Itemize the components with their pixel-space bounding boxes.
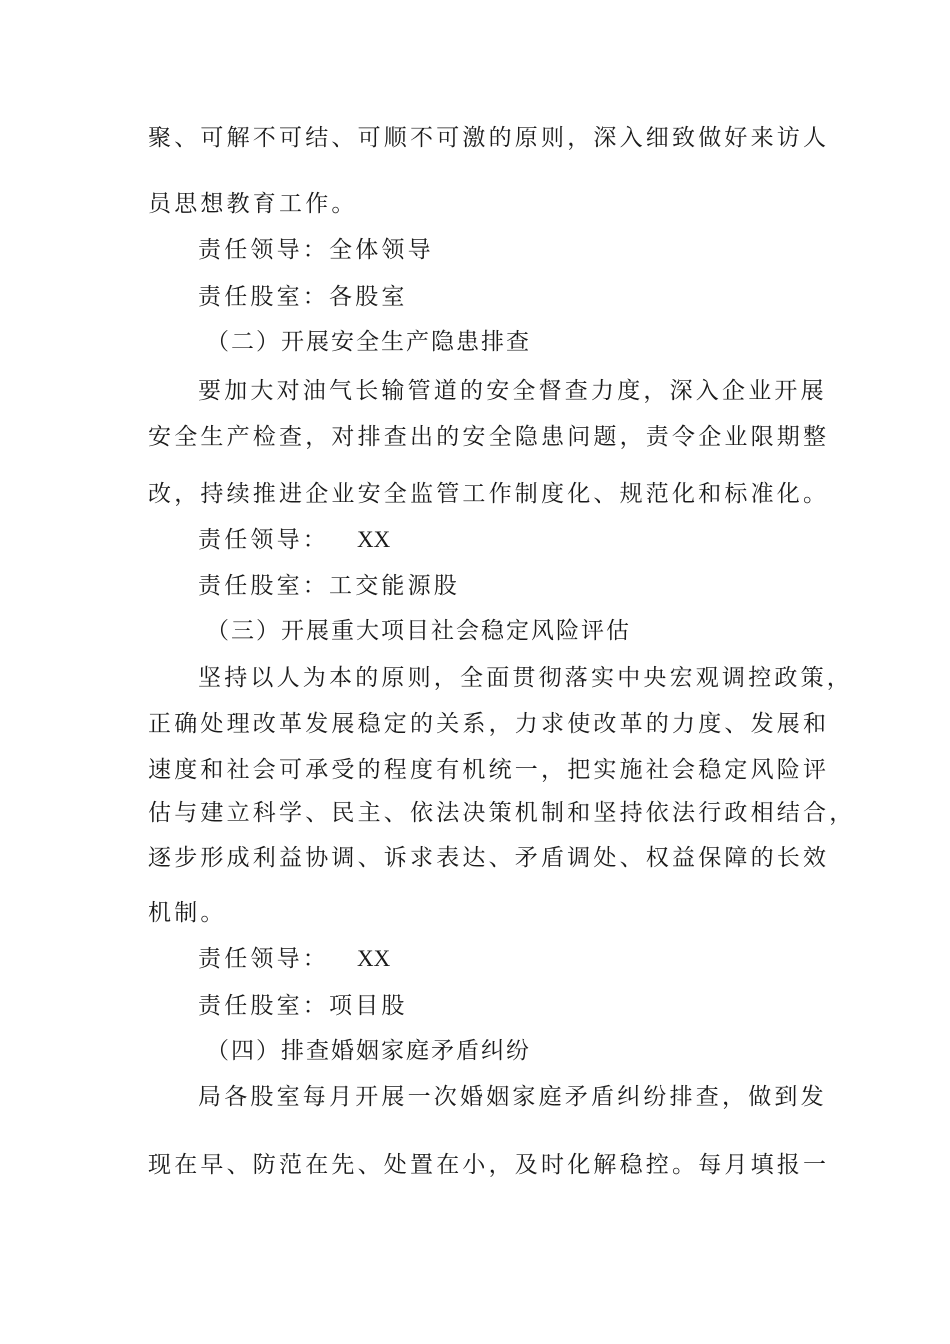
leader-name: XX bbox=[357, 946, 391, 971]
responsible-leader bbox=[198, 524, 390, 556]
paragraph-line: 局各股室每月开展一次婚姻家庭矛盾纠纷排查，做到发 bbox=[198, 1084, 827, 1110]
paragraph-line: 逐步形成利益协调、诉求表达、矛盾调处、权益保障的长效 bbox=[148, 845, 830, 871]
responsible-leader bbox=[198, 943, 390, 975]
paragraph-line: 聚、可解不可结、可顺不可激的原则，深入细致做好来访人 bbox=[148, 125, 830, 151]
paragraph-line: 改，持续推进企业安全监管工作制度化、规范化和标准化。 bbox=[148, 481, 830, 507]
leader-label: 责任领导： bbox=[198, 527, 329, 553]
paragraph-line: 机制。 bbox=[148, 900, 227, 926]
section-heading-2: （二）开展安全生产隐患排查 bbox=[206, 329, 531, 355]
paragraph-line: 估与建立科学、民主、依法决策机制和坚持依法行政相结合， bbox=[148, 800, 856, 826]
paragraph-line: 速度和社会可承受的程度有机统一，把实施社会稳定风险评 bbox=[148, 757, 830, 783]
paragraph-line: 坚持以人为本的原则，全面贯彻落实中央宏观调控政策， bbox=[198, 665, 853, 691]
paragraph-line: 现在早、防范在先、处置在小，及时化解稳控。每月填报一 bbox=[148, 1152, 830, 1178]
responsible-office: 责任股室：项目股 bbox=[198, 993, 408, 1019]
leader-name: XX bbox=[357, 527, 391, 552]
paragraph-line: 员思想教育工作。 bbox=[148, 191, 358, 217]
responsible-office: 责任股室：工交能源股 bbox=[198, 573, 460, 599]
section-heading-3: （三）开展重大项目社会稳定风险评估 bbox=[206, 618, 631, 644]
paragraph-line: 要加大对油气长输管道的安全督查力度，深入企业开展 bbox=[198, 378, 827, 404]
responsible-leader: 责任领导：全体领导 bbox=[198, 237, 434, 263]
section-heading-4: （四）排查婚姻家庭矛盾纠纷 bbox=[206, 1038, 531, 1064]
responsible-office: 责任股室：各股室 bbox=[198, 284, 408, 310]
leader-label: 责任领导： bbox=[198, 946, 329, 972]
paragraph-line: 安全生产检查，对排查出的安全隐患问题，责令企业限期整 bbox=[148, 424, 830, 450]
paragraph-line: 正确处理改革发展稳定的关系，力求使改革的力度、发展和 bbox=[148, 711, 830, 737]
